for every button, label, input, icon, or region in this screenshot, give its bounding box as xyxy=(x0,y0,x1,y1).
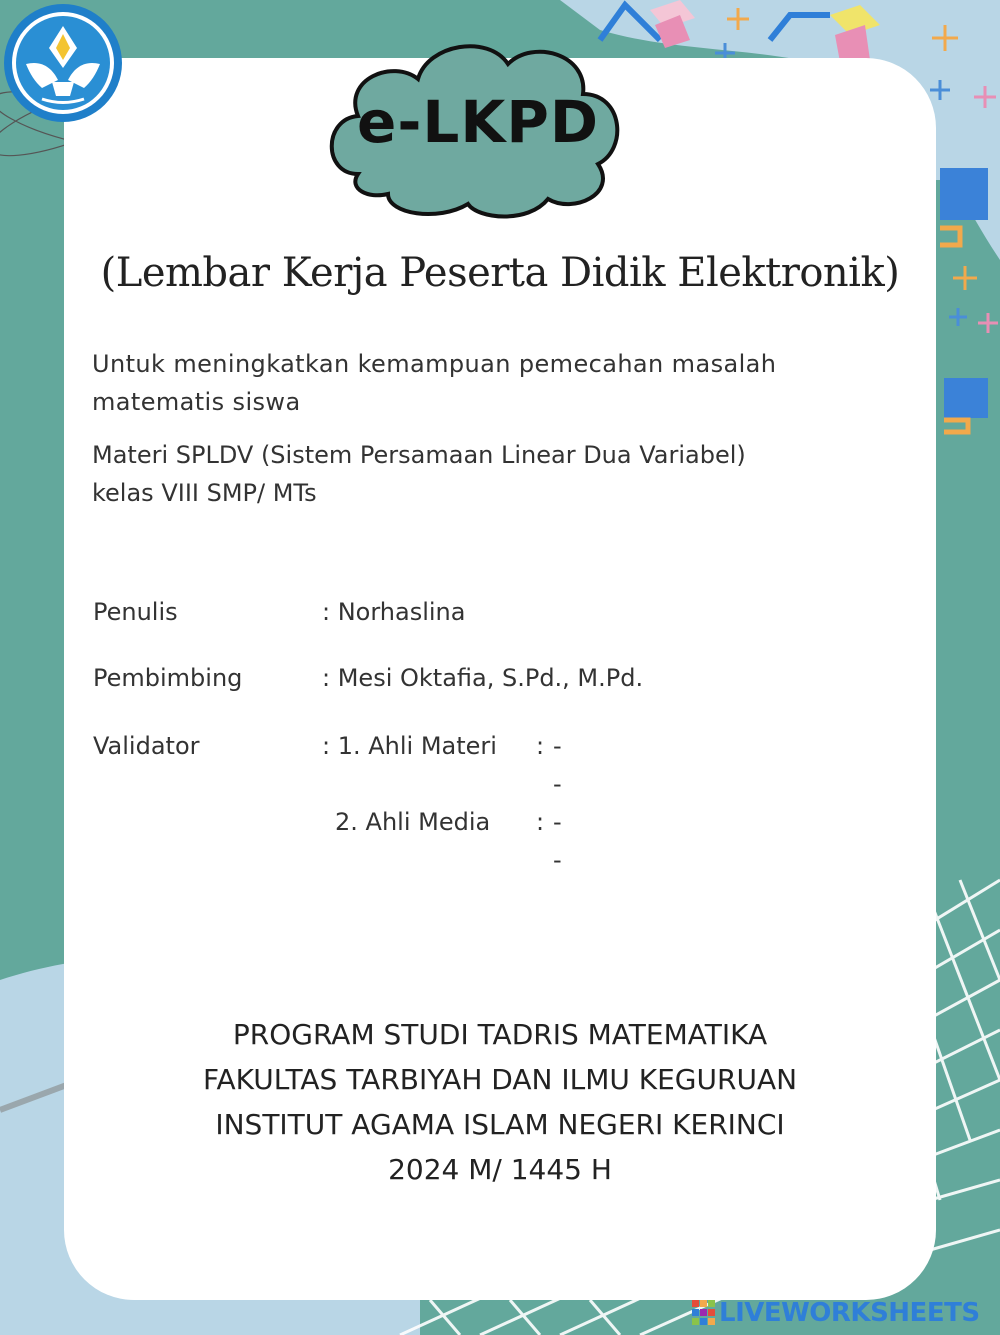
document-subtitle: (Lembar Kerja Peserta Didik Elektronik) xyxy=(100,250,900,296)
footer-line-1: PROGRAM STUDI TADRIS MATEMATIKA xyxy=(232,1018,768,1051)
validator-media-expert: 2. Ahli Media xyxy=(335,808,491,836)
validator-colon-2: : xyxy=(536,808,545,836)
tut-wuri-handayani-logo-icon xyxy=(2,2,124,124)
material-line-1: Materi SPLDV (Sistem Persamaan Linear Dua Variabel) xyxy=(92,441,746,469)
purpose-line-2: matematis siswa xyxy=(92,388,301,416)
validator-media-value-1: - xyxy=(553,808,562,836)
material-paragraph xyxy=(92,436,867,512)
footer-line-3: INSTITUT AGAMA ISLAM NEGERI KERINCI xyxy=(215,1108,785,1141)
page-title: e-LKPD xyxy=(357,88,599,156)
material-line-2: kelas VIII SMP/ MTs xyxy=(92,479,317,507)
validator-colon-1: : xyxy=(536,732,545,760)
validator-material-value-2: - xyxy=(553,770,562,798)
validator-label: Validator xyxy=(93,732,200,760)
purpose-line-1: Untuk meningkatkan kemampuan pemecahan masalah xyxy=(92,350,777,378)
watermark-text: LIVEWORKSHEETS xyxy=(719,1298,980,1328)
validator-material-value-1: - xyxy=(553,732,562,760)
validator-material-expert: : 1. Ahli Materi xyxy=(322,732,497,760)
writer-value: : Norhaslina xyxy=(322,598,466,626)
footer-line-2: FAKULTAS TARBIYAH DAN ILMU KEGURUAN xyxy=(202,1063,798,1096)
advisor-value: : Mesi Oktafia, S.Pd., M.Pd. xyxy=(322,664,644,692)
validator-media-value-2: - xyxy=(553,846,562,874)
liveworksheets-logo-icon xyxy=(692,1300,716,1326)
liveworksheets-watermark[interactable] xyxy=(692,1296,980,1330)
purpose-paragraph xyxy=(92,345,867,421)
writer-label: Penulis xyxy=(93,598,178,626)
footer-line-4: 2024 M/ 1445 H xyxy=(388,1153,612,1186)
advisor-label: Pembimbing xyxy=(93,664,243,692)
institution-footer xyxy=(100,1012,900,1192)
